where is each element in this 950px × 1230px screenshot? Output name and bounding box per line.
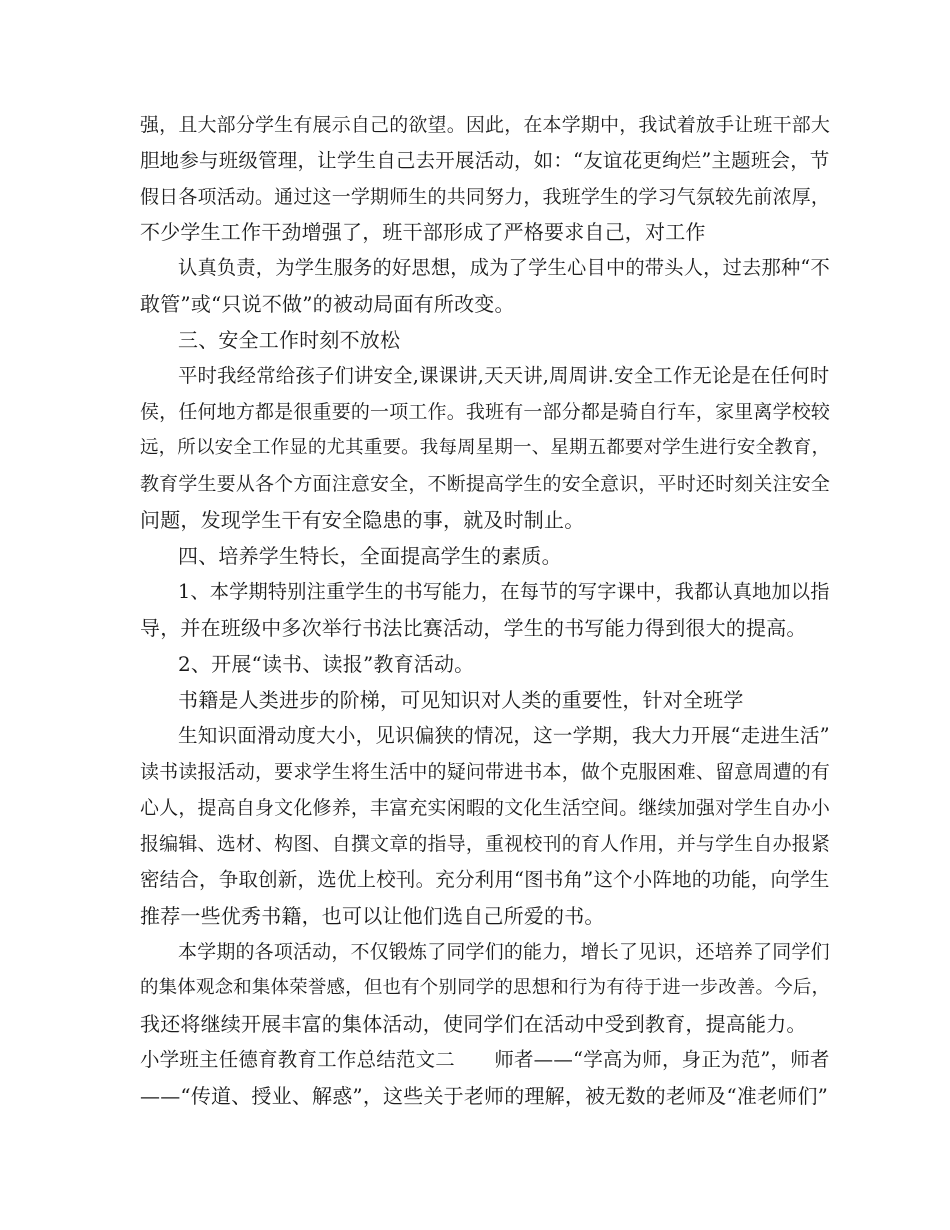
text-line: 密结合，争取创新，选优上校刊。充分利用“图书角”这个小阵地的功能，向学生: [140, 868, 830, 891]
text-line: 2、开展“读书、读报”教育活动。: [178, 652, 475, 676]
text-line: 生知识面滑动度大小，见识偏狭的情况，这一学期，我大力开展“走进生活”: [178, 724, 830, 747]
text-line: 本学期的各项活动，不仅锻炼了同学们的能力，增长了见识，还培养了同学们: [178, 941, 830, 963]
text-line: 教育学生要从各个方面注意安全，不断提高学生的安全意识，平时还时刻关注安全: [140, 473, 831, 495]
text-line: 心人，提高自身文化修养，丰富充实闲暇的文化生活空间。继续加强对学生自办小: [140, 797, 831, 819]
text-line: 假日各项活动。通过这一学期师生的共同努力，我班学生的学习气氛较先前浓厚，: [140, 186, 831, 208]
text-line: 问题，发现学生干有安全隐患的事，就及时制止。: [140, 508, 585, 532]
text-line: 敢管”或“只说不做”的被动局面有所改变。: [140, 292, 515, 316]
text-line: 1、本学期特别注重学生的书写能力，在每节的写字课中，我都认真地加以指: [178, 580, 830, 603]
text-line: 小学班主任德育教育工作总结范文二 师者——“学高为师，身正为范”，师者: [140, 1048, 830, 1071]
text-line: 远，所以安全工作显的尤其重要。我每周星期一、星期五都要对学生进行安全教育，: [140, 437, 831, 458]
text-line: 我还将继续开展丰富的集体活动，使同学们在活动中受到教育，提高能力。: [140, 1012, 807, 1036]
text-line: 导，并在班级中多次举行书法比赛活动，学生的书写能力得到很大的提高。: [140, 616, 807, 640]
text-line: 推荐一些优秀书籍，也可以让他们选自己所爱的书。: [140, 904, 605, 928]
section-heading: 四、培养学生特长，全面提高学生的素质。: [178, 544, 562, 568]
text-line: 侯，任何地方都是很重要的一项工作。我班有一部分都是骑自行车，家里离学校较: [140, 401, 831, 423]
text-line: 不少学生工作干劲增强了，班干部形成了严格要求自己，对工作: [140, 220, 706, 244]
text-line: 书籍是人类进步的阶梯，可见知识对人类的重要性，针对全班学: [178, 688, 744, 712]
text-line: 的集体观念和集体荣誉感，但也有个别同学的思想和行为有待于进一步改善。今后，: [140, 977, 831, 998]
text-line: ——“传道、授业、解惑”，这些关于老师的理解，被无数的老师及“准老师们”: [140, 1084, 829, 1108]
text-line: 强，且大部分学生有展示自己的欲望。因此，在本学期中，我试着放手让班干部大: [140, 114, 831, 136]
text-line: 平时我经常给孩子们讲安全,课课讲,天天讲,周周讲.安全工作无论是在任何时: [178, 364, 830, 387]
text-line: 胆地参与班级管理，让学生自己去开展活动，如：“友谊花更绚烂”主题班会，节: [140, 149, 830, 172]
text-line: 报编辑、选材、构图、自撰文章的指导，重视校刊的育人作用，并与学生自办报紧: [140, 833, 831, 855]
text-line: 读书读报活动，要求学生将生活中的疑问带进书本，做个克服困难、留意周遭的有: [140, 761, 831, 783]
text-line: 认真负责，为学生服务的好思想，成为了学生心目中的带头人，过去那种“不: [178, 256, 830, 279]
section-heading: 三、安全工作时刻不放松: [178, 328, 401, 352]
